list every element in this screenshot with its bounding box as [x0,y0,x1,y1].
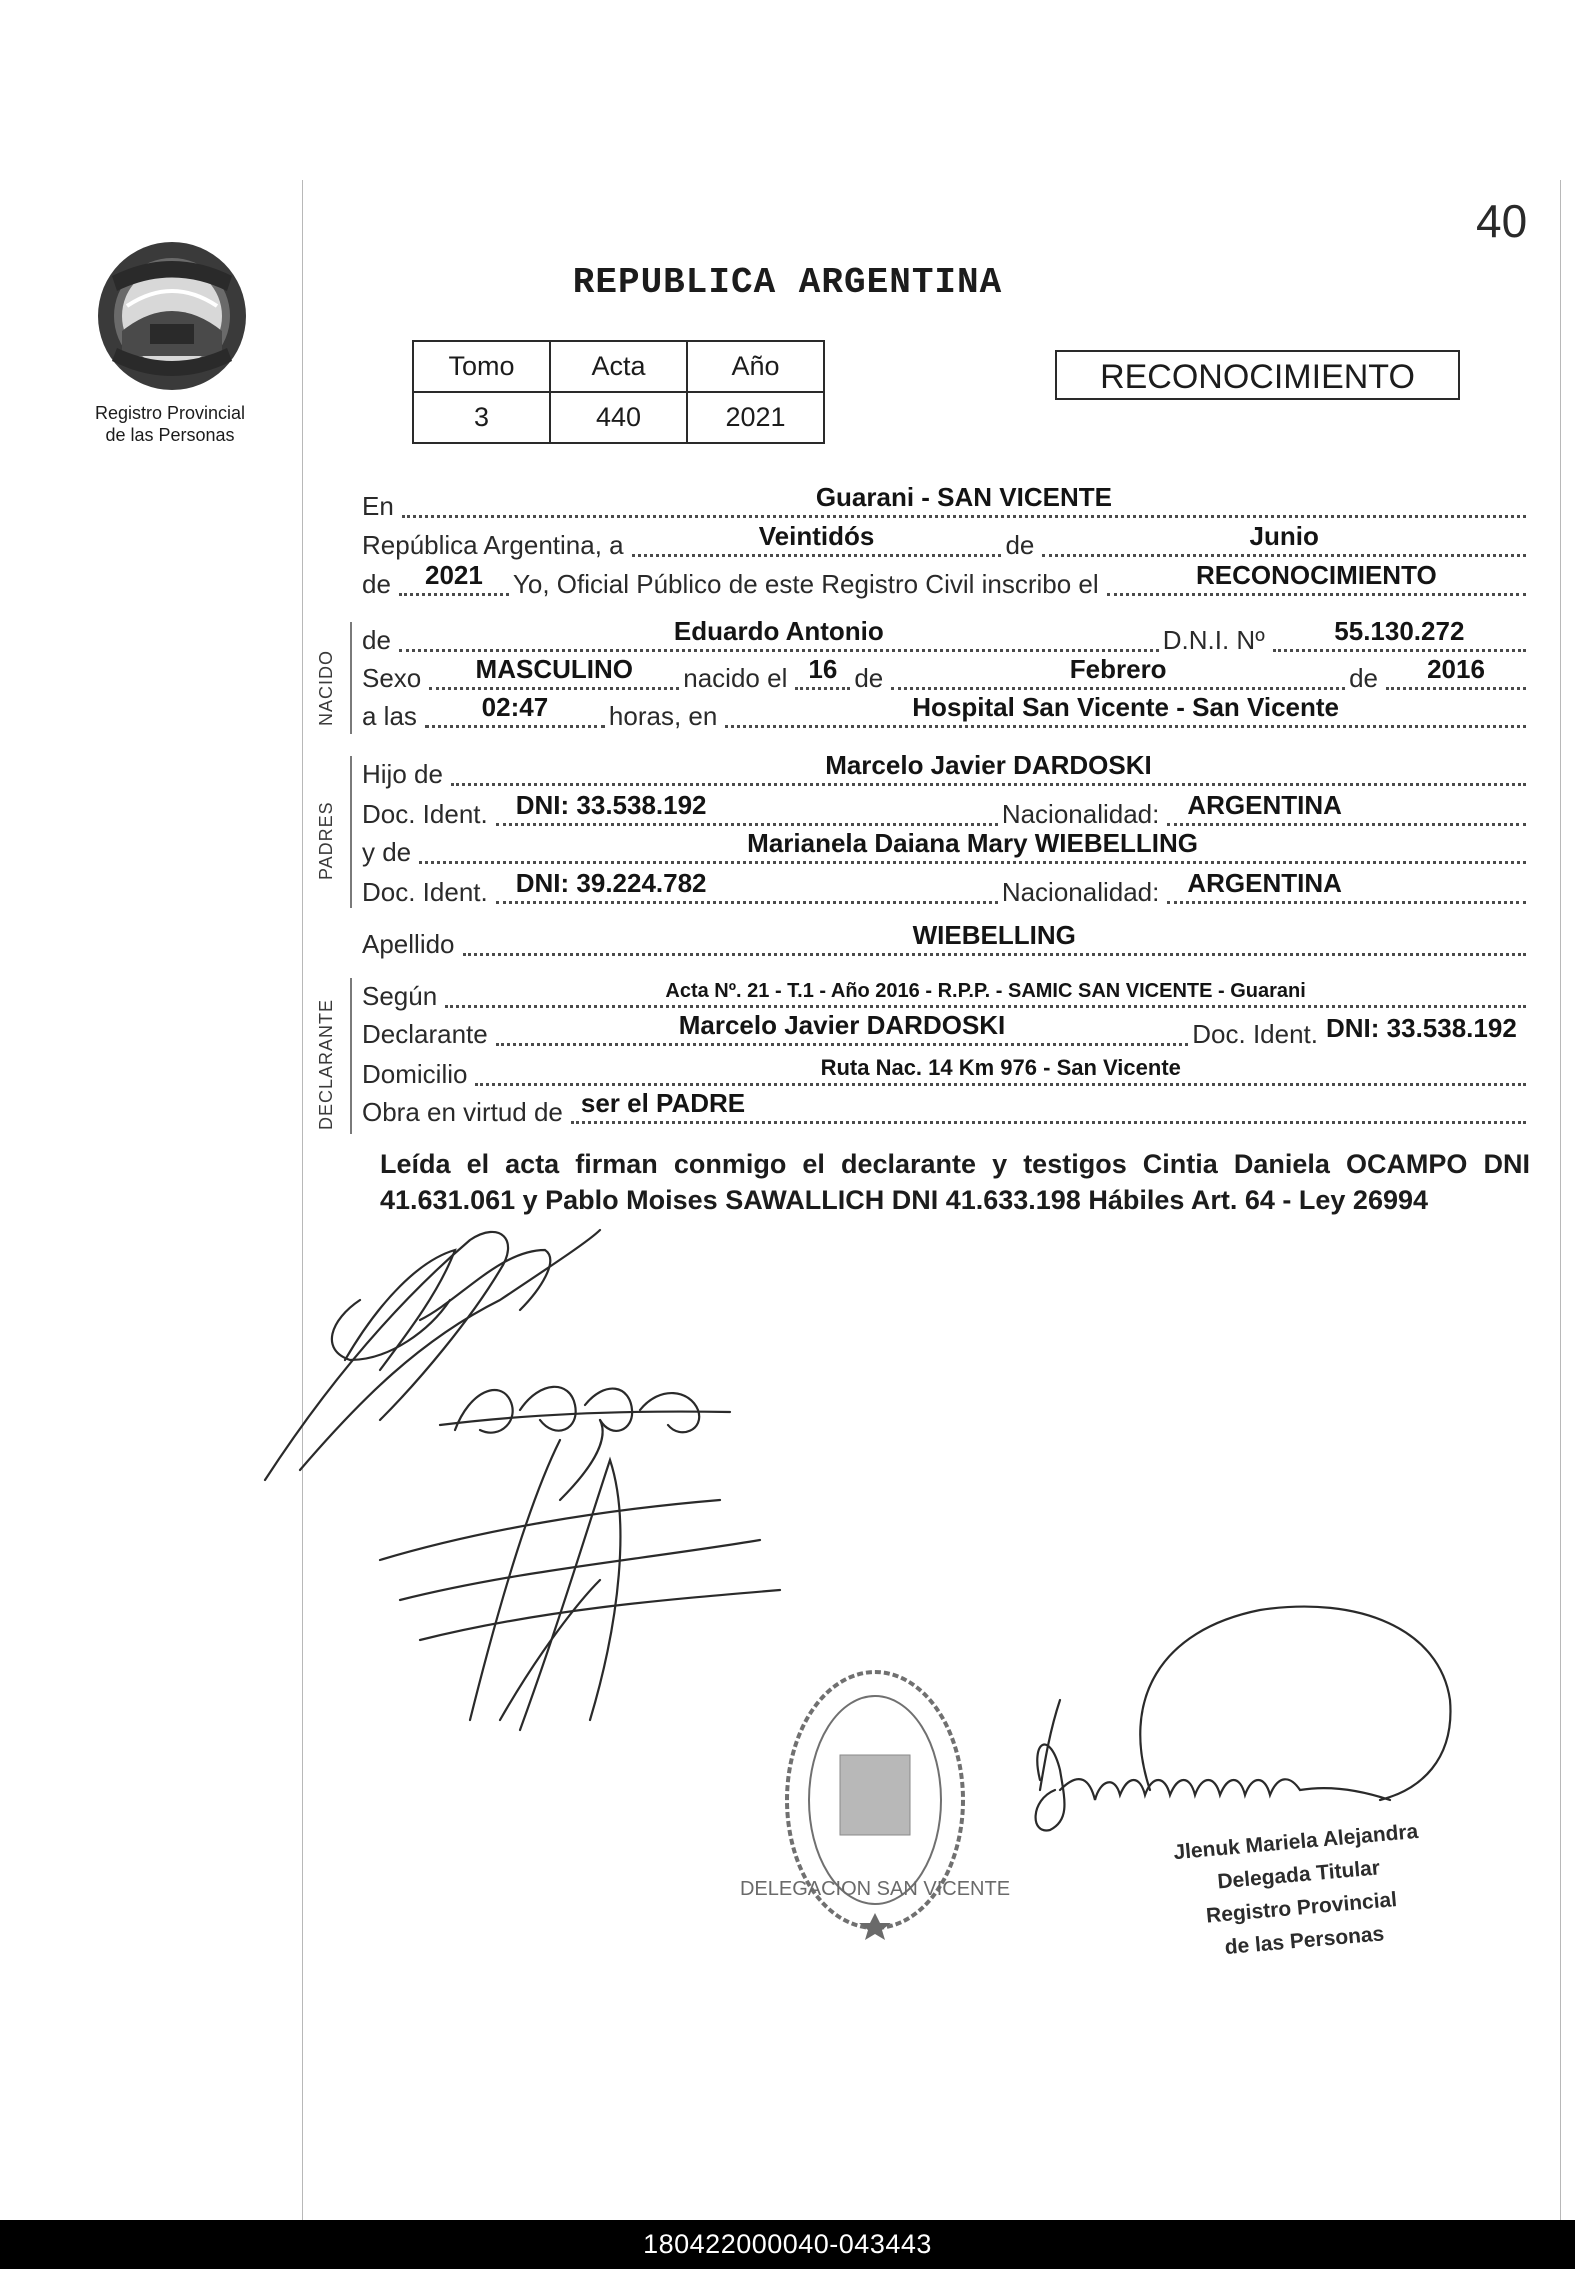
nacido-section-label: NACIDO [316,649,336,726]
officer-registry-line-2: de las Personas [1223,1922,1386,1960]
acta-header-ano: Año [687,341,824,392]
acta-value-acta: 440 [550,392,687,443]
label-en: En [362,491,394,521]
value-declarante-name: Marcelo Javier DARDOSKI [678,1010,1006,1040]
delegation-round-stamp [739,1665,1011,1935]
value-mother-doc: DNI: 39.224.782 [515,868,707,898]
label-domicilio: Domicilio [362,1059,468,1089]
document-code-footer: 180422000040-043443 [0,2220,1575,2269]
label-republica: República Argentina, a [362,530,624,560]
label-hijo-de: Hijo de [362,759,443,789]
value-father-name: Marcelo Javier DARDOSKI [825,750,1152,780]
acta-header-acta: Acta [550,341,687,392]
value-time: 02:47 [481,692,549,722]
value-birth-day: 16 [808,654,838,684]
label-father-nationality: Nacionalidad: [1001,799,1160,829]
value-child-dni: 55.130.272 [1334,616,1465,646]
value-obra: ser el PADRE [580,1088,746,1118]
value-domicilio: Ruta Nac. 14 Km 976 - San Vicente [820,1055,1181,1080]
label-mother-doc: Doc. Ident. [362,877,488,907]
label-y-de: y de [362,837,412,867]
value-place: Guarani - SAN VICENTE [815,482,1112,512]
padres-section-label: PADRES [316,801,336,880]
label-de-name: de [362,625,391,655]
label-de-month: de [1005,530,1035,560]
officer-name: Jlenuk Mariela Alejandra [1172,1819,1420,1865]
registry-line-1: Registro Provincial [94,403,246,423]
label-obra: Obra en virtud de [362,1097,563,1127]
witness-signature-2 [380,1440,780,1730]
label-father-doc: Doc. Ident. [362,799,488,829]
value-mother-nationality: ARGENTINA [1187,868,1342,898]
value-mother-name: Marianela Daiana Mary WIEBELLING [747,828,1198,858]
value-declarante-doc: DNI: 33.538.192 [1326,1013,1517,1043]
acta-value-ano: 2021 [687,392,824,443]
label-dni: D.N.I. Nº [1162,625,1265,655]
closing-paragraph: Leída el acta firman conmigo el declarante y testigos Cintia Daniela OCAMPO DNI 41.631.061 y Pablo Moises SAWALLICH DNI 41.633.198 Hábiles Art. 64 - Ley 26994 [380,1149,1530,1215]
officer-title: Delegada Titular [1216,1856,1381,1894]
label-horas-en: horas, en [608,701,718,731]
label-de-year: de [362,569,391,599]
officer-registry-line-1: Registro Provincial [1205,1888,1398,1928]
act-type-box: RECONOCIMIENTO [1055,350,1460,400]
label-declarante-doc: Doc. Ident. [1192,1019,1318,1049]
value-father-doc: DNI: 33.538.192 [515,790,707,820]
value-hospital: Hospital San Vicente - San Vicente [912,692,1340,722]
label-a-las: a las [362,701,417,731]
page-number: 40 [1476,195,1528,247]
value-father-nationality: ARGENTINA [1187,790,1342,820]
value-child-name: Eduardo Antonio [673,616,884,646]
declarante-section-label: DECLARANTE [316,998,336,1130]
label-apellido: Apellido [362,929,455,959]
registry-line-2: de las Personas [105,425,235,445]
value-birth-year: 2016 [1427,654,1485,684]
officer-signature [1036,1607,1451,1831]
label-nacido-el: nacido el [683,663,788,693]
label-officer-text: Yo, Oficial Público de este Registro Civil inscribo el [512,569,1099,599]
value-sexo: MASCULINO [475,654,633,684]
stamp-text: DELEGACION SAN VICENTE [739,1878,1011,1900]
value-month: Junio [1249,521,1319,551]
declarant-signature [265,1230,600,1480]
value-day: Veintidós [758,521,875,551]
label-de-birth-year: de [1349,663,1378,693]
label-sexo: Sexo [362,663,422,693]
value-apellido: WIEBELLING [912,920,1076,950]
label-declarante: Declarante [362,1019,488,1049]
acta-header-tomo: Tomo [413,341,550,392]
label-de-birth-month: de [854,663,884,693]
value-segun: Acta Nº. 21 - T.1 - Año 2016 - R.P.P. - SAMIC SAN VICENTE - Guarani [665,980,1306,1002]
value-act-type: RECONOCIMIENTO [1195,560,1437,590]
acta-value-tomo: 3 [413,392,550,443]
value-birth-month: Febrero [1069,654,1167,684]
value-year: 2021 [425,560,483,590]
label-segun: Según [362,981,438,1011]
document-title: REPUBLICA ARGENTINA [572,262,1003,303]
witness-signature-1 [440,1387,730,1500]
label-mother-nationality: Nacionalidad: [1001,877,1160,907]
